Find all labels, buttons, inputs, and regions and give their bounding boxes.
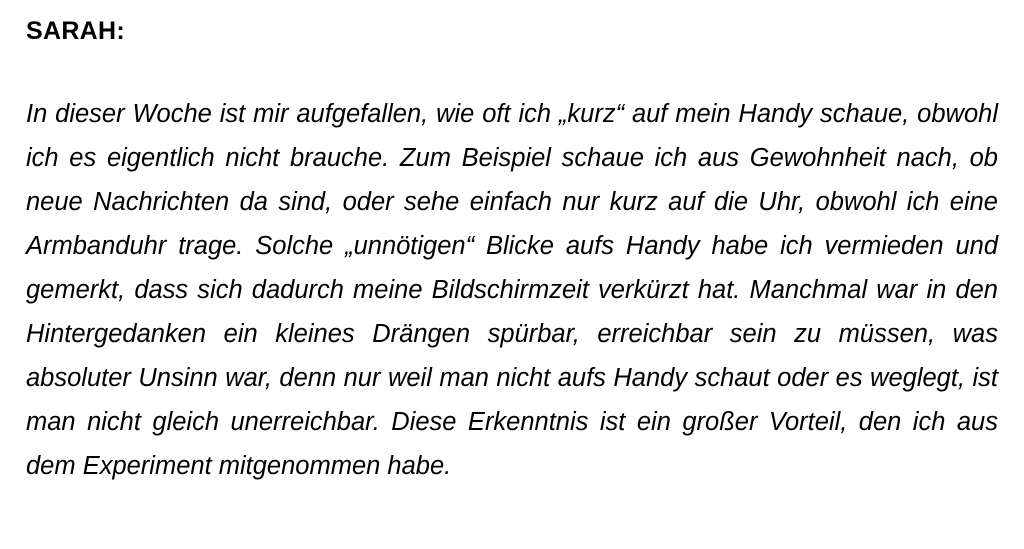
speaker-label: SARAH: — [26, 17, 126, 45]
paragraph-spacer — [26, 46, 998, 92]
transcript-paragraph: In dieser Woche ist mir aufgefallen, wie oft ich „kurz“ auf mein Handy schaue, obwohl ich es eigentlich nicht brauche. Zum Beispiel schaue ich aus Gewohnheit nach, ob neue Nachrichten da sind, oder sehe einfach nur kurz auf die Uhr, obwohl ich eine Armbanduhr trage. Solche „unnötigen“ Blicke aufs Handy habe ich vermieden und gemerkt, dass sich dadurch meine Bildschirmzeit verkürzt hat. Manchmal war in den Hintergedanken ein kleines Drängen spürbar, erreichbar sein zu müssen, was absoluter Unsinn war, denn nur weil man nicht aufs Handy schaut oder es weglegt, ist man nicht gleich unerreichbar. Diese Erkenntnis ist ein großer Vorteil, den ich aus dem Experiment mitgenommen habe. — [26, 99, 998, 480]
